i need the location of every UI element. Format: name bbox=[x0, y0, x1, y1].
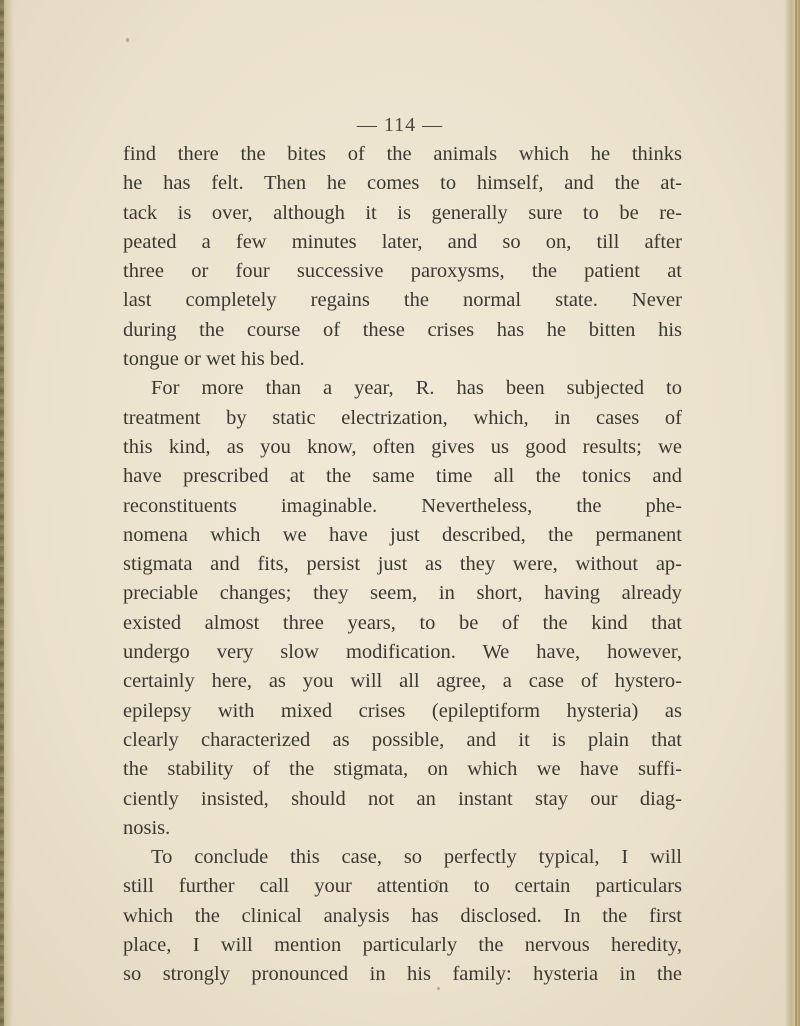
text-line: have prescribed at the same time all the tonics and bbox=[123, 465, 682, 488]
text-line: undergo very slow modification. We have, however, bbox=[123, 641, 682, 664]
text-line: so strongly pronounced in his family: hysteria in the bbox=[123, 963, 682, 986]
text-line: find there the bites of the animals which he thinks bbox=[123, 143, 682, 165]
text-line: last completely regains the normal state. Never bbox=[123, 289, 682, 312]
text-line: For more than a year, R. has been subjected to bbox=[151, 377, 682, 400]
text-line: nosis. bbox=[123, 816, 171, 839]
text-line: preciable changes; they seem, in short, having already bbox=[123, 582, 682, 605]
text-line: reconstituents imaginable. Nevertheless, the phe- bbox=[123, 494, 682, 517]
text-line: peated a few minutes later, and so on, till after bbox=[123, 230, 682, 253]
text-line: which the clinical analysis has disclosed. In the first bbox=[123, 904, 682, 927]
text-line: treatment by static electrization, which, in cases of bbox=[123, 406, 682, 429]
page-left-edge bbox=[0, 0, 14, 1026]
text-line: epilepsy with mixed crises (epileptiform hysteria) as bbox=[123, 699, 682, 722]
text-line: during the course of these crises has he bitten his bbox=[123, 318, 682, 341]
text-line: place, I will mention particularly the nervous heredity, bbox=[123, 934, 682, 957]
text-line: To conclude this case, so perfectly typical, I will bbox=[151, 846, 682, 869]
text-line: the stability of the stigmata, on which we have suffi- bbox=[123, 758, 682, 781]
text-line: existed almost three years, to be of the kind that bbox=[123, 611, 682, 634]
text-line: certainly here, as you will all agree, a case of hystero- bbox=[123, 670, 682, 693]
text-line: tack is over, although it is generally sure to be re- bbox=[123, 201, 682, 224]
body-text bbox=[123, 140, 682, 990]
page-number: — 114 — bbox=[356, 114, 444, 136]
text-line: this kind, as you know, often gives us good results; we bbox=[123, 435, 682, 458]
text-line: still further call your attention to certain particulars bbox=[123, 875, 682, 898]
text-line: ciently insisted, should not an instant stay our diag- bbox=[123, 787, 682, 810]
text-line: nomena which we have just described, the permanent bbox=[123, 523, 682, 546]
text-line: he has felt. Then he comes to himself, and the at- bbox=[123, 172, 682, 195]
paper-speck bbox=[126, 38, 129, 42]
text-line: three or four successive paroxysms, the patient at bbox=[123, 260, 682, 283]
text-line: tongue or wet his bed. bbox=[123, 348, 305, 371]
text-line: stigmata and fits, persist just as they were, without ap- bbox=[123, 553, 682, 576]
page-right-edge bbox=[784, 0, 800, 1026]
text-line: clearly characterized as possible, and it is plain that bbox=[123, 728, 682, 751]
